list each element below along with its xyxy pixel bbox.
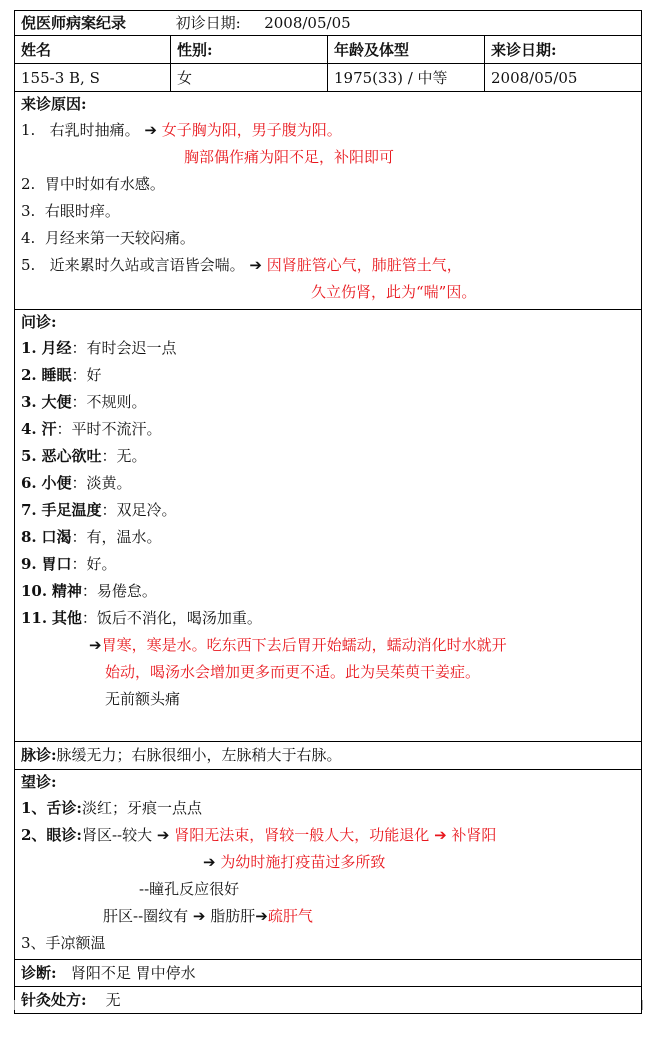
inquiry-item [21, 416, 641, 443]
item-number: 1. [21, 339, 37, 357]
inquiry-label: 小便 [41, 474, 72, 492]
col-name-header: 姓名 [15, 36, 171, 63]
kidney-cause: 为幼时施打疫苗过多所致 [220, 853, 386, 871]
reason-note-continued: 胸部偶作痛为阳不足，补阳即可 [184, 148, 395, 166]
item-number: 2. [21, 175, 36, 193]
liver-finding: 脂肪肝 [210, 907, 256, 925]
kidney-treatment: 补肾阳 [451, 826, 497, 844]
reason-item [21, 117, 641, 144]
item-number: 5. [21, 447, 37, 465]
inspection-title: 望诊: [21, 773, 57, 791]
reason-item [21, 198, 641, 225]
tongue-label: 1、舌诊: [21, 799, 82, 817]
colon: ： [71, 555, 87, 573]
kidney-note-line [21, 849, 641, 876]
pulse-row [15, 741, 641, 769]
inquiry-note-continued: 始动，喝汤水会增加更多而更不适。此为吴茱萸干姜症。 [105, 663, 481, 681]
inquiry-item [21, 389, 641, 416]
item-number: 6. [21, 474, 37, 492]
inquiry-item [21, 497, 641, 524]
first-visit-label: 初诊日期: [175, 14, 241, 32]
visit-date: 2008/05/05 [491, 68, 578, 87]
liver-treatment: 疏肝气 [267, 907, 313, 925]
reason-note: 因肾脏管心气，肺脏管土气， [266, 256, 462, 274]
inquiry-item [21, 362, 641, 389]
inquiry-value: 有，温水。 [86, 528, 162, 546]
header-row [15, 10, 641, 35]
kidney-area: 肾区--较大 [81, 826, 153, 844]
colon: ： [71, 528, 87, 546]
inquiry-item [21, 551, 641, 578]
liver-area: 肝区--圈纹有 [103, 907, 189, 925]
acupuncture-row [15, 986, 641, 1014]
first-visit-date: 2008/05/05 [264, 14, 351, 32]
inquiry-label: 睡眠 [41, 366, 72, 384]
patient-age: 1975(33) / 中等 [328, 64, 485, 91]
item-number: 8. [21, 528, 37, 546]
hand-line: 3、手凉额温 [21, 934, 106, 952]
pulse-text: 脉缓无力；右脉很细小，左脉稍大于右脉。 [56, 746, 342, 764]
colon: ： [81, 609, 97, 627]
inquiry-title: 问诊: [21, 313, 57, 331]
arrow-right-icon: ➔ [156, 826, 170, 844]
arrow-right-icon: ➔ [192, 907, 206, 925]
inquiry-item [21, 524, 641, 551]
inquiry-value: 无。 [116, 447, 147, 465]
item-number: 3. [21, 202, 36, 220]
inquiry-label: 口渴 [41, 528, 72, 546]
reason-text: 右乳时抽痛。 [49, 121, 140, 139]
pupil-line: --瞳孔反应很好 [139, 880, 240, 898]
inquiry-value: 平时不流汗。 [71, 420, 162, 438]
eye-line [21, 822, 641, 849]
inquiry-note [21, 632, 641, 659]
diagnosis-text: 肾阳不足 胃中停水 [70, 964, 196, 982]
inquiry-value: 不规则。 [86, 393, 147, 411]
page-corner-mark [642, 1000, 653, 1010]
inquiry-item [21, 443, 641, 470]
arrow-right-icon: ➔ [144, 121, 157, 139]
colon: ： [71, 339, 87, 357]
diagnosis-label: 诊断: [21, 964, 57, 982]
arrow-right-icon: ➔ [249, 256, 262, 274]
inquiry-extra: 无前额头痛 [105, 690, 181, 708]
inquiry-item [21, 470, 641, 497]
inquiry-item [21, 605, 641, 632]
inquiry-label: 其他 [51, 609, 82, 627]
col-age-header: 年龄及体型 [328, 36, 485, 63]
col-gender-header: 性别: [171, 36, 328, 63]
reason-item [21, 252, 641, 279]
info-value-row [15, 63, 641, 91]
inspection-section [15, 769, 641, 959]
patient-name: 155-3 B, S [15, 64, 171, 91]
colon: ： [71, 393, 87, 411]
reason-note-continued: 久立伤肾，此为“喘”因。 [311, 283, 477, 301]
record-title: 倪医师病案纪录 [21, 14, 127, 32]
reason-text: 月经来第一天较闷痛。 [44, 229, 195, 247]
reason-text: 右眼时痒。 [44, 202, 120, 220]
arrow-right-icon: ➔ [434, 826, 447, 844]
colon: ： [71, 474, 87, 492]
pulse-label: 脉诊: [21, 746, 57, 764]
liver-line [21, 903, 641, 930]
inquiry-label: 大便 [41, 393, 72, 411]
colon: ： [101, 501, 117, 519]
case-record-sheet [14, 10, 642, 1014]
col-visit-header: 来诊日期: [491, 41, 557, 59]
acupuncture-text: 无 [105, 991, 121, 1009]
colon: ： [81, 582, 97, 600]
reason-note: 女子胸为阳，男子腹为阳。 [161, 121, 342, 139]
page-corner-mark [4, 1000, 15, 1010]
info-header-row [15, 35, 641, 63]
inquiry-value: 有时会迟一点 [86, 339, 177, 357]
kidney-note: 肾阳无法束，肾较一般人大，功能退化 [174, 826, 430, 844]
item-number: 2. [21, 366, 37, 384]
item-number: 3. [21, 393, 37, 411]
inquiry-value: 双足冷。 [116, 501, 177, 519]
inquiry-section [15, 309, 641, 741]
patient-gender: 女 [171, 64, 328, 91]
inquiry-note-text: 胃寒，寒是水。吃东西下去后胃开始蠕动，蠕动消化时水就开 [101, 636, 507, 654]
inquiry-value: 好 [86, 366, 102, 384]
inquiry-label: 恶心欲吐 [41, 447, 102, 465]
item-number: 10. [21, 582, 48, 600]
inquiry-label: 汗 [41, 420, 57, 438]
item-number: 7. [21, 501, 37, 519]
reason-item [21, 225, 641, 252]
reason-text: 近来累时久站或言语皆会喘。 [49, 256, 245, 274]
inquiry-item [21, 335, 641, 362]
inquiry-value: 饭后不消化，喝汤加重。 [96, 609, 262, 627]
inquiry-label: 胃口 [41, 555, 72, 573]
item-number: 1. [21, 121, 36, 139]
colon: ： [71, 366, 87, 384]
tongue-text: 淡红；牙痕一点点 [81, 799, 202, 817]
acupuncture-label: 针灸处方: [21, 991, 87, 1009]
inquiry-value: 易倦怠。 [96, 582, 157, 600]
arrow-right-icon: ➔ [89, 636, 102, 654]
reason-section [15, 91, 641, 309]
reason-title: 来诊原因: [21, 95, 87, 113]
eye-label: 2、眼诊: [21, 826, 82, 844]
arrow-right-icon: ➔ [255, 907, 268, 925]
colon: ： [101, 447, 117, 465]
item-number: 4. [21, 420, 37, 438]
inquiry-label: 精神 [51, 582, 82, 600]
reason-item [21, 171, 641, 198]
inquiry-label: 月经 [41, 339, 72, 357]
reason-text: 胃中时如有水感。 [44, 175, 165, 193]
arrow-right-icon: ➔ [203, 853, 216, 871]
item-number: 11. [21, 609, 48, 627]
item-number: 5. [21, 256, 36, 274]
inquiry-value: 好。 [86, 555, 117, 573]
inquiry-value: 淡黄。 [86, 474, 132, 492]
item-number: 9. [21, 555, 37, 573]
inquiry-item [21, 578, 641, 605]
tongue-line [21, 795, 641, 822]
inquiry-label: 手足温度 [41, 501, 102, 519]
colon: ： [56, 420, 72, 438]
item-number: 4. [21, 229, 36, 247]
diagnosis-row [15, 959, 641, 986]
